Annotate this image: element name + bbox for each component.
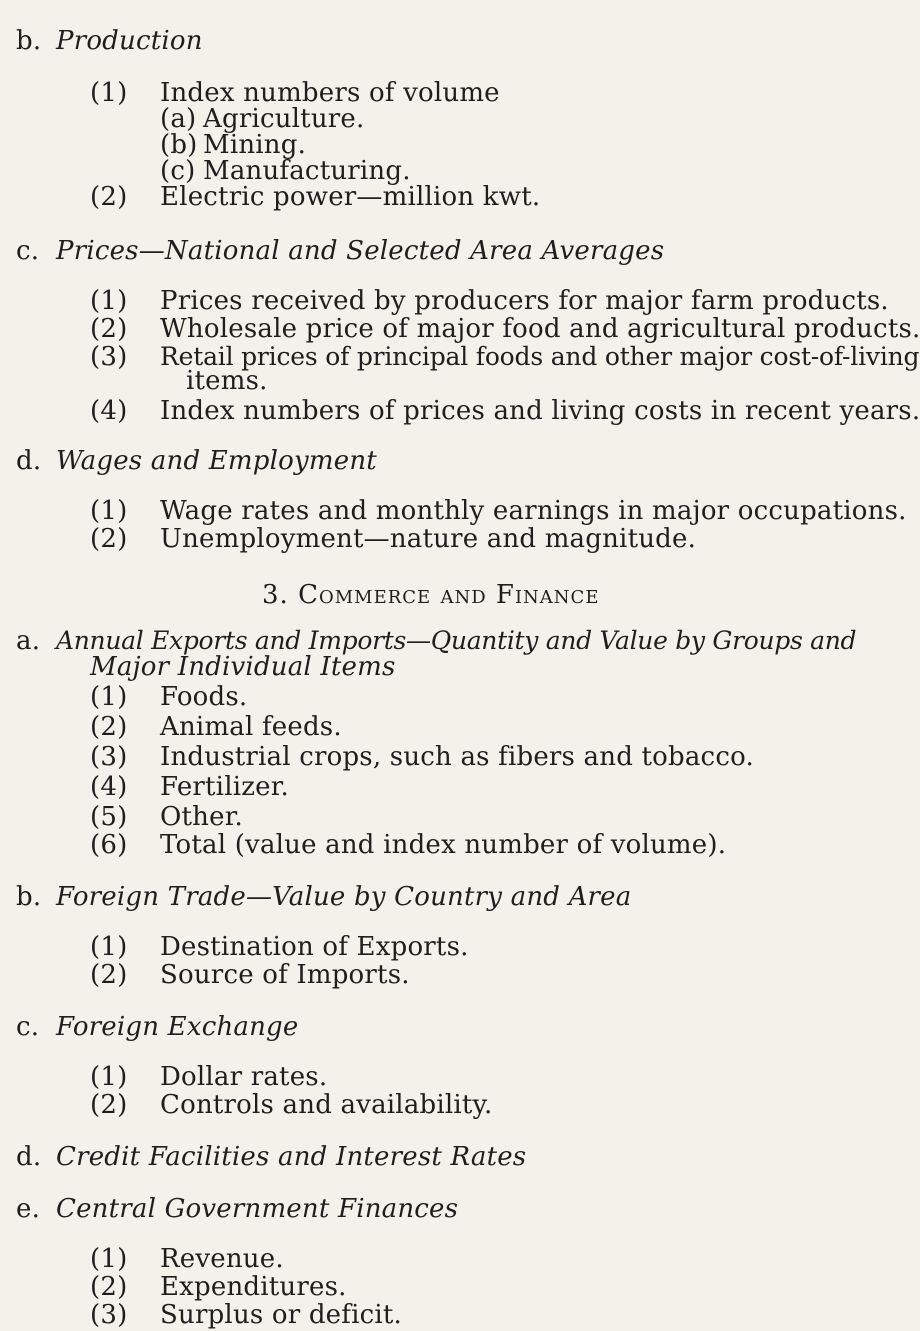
item-text: Dollar rates. (160, 1062, 328, 1092)
item-text: Index numbers of volume (160, 78, 500, 108)
item-number: (1) (90, 1062, 128, 1092)
item-text: Retail prices of principal foods and other major cost-of-living (160, 342, 920, 371)
section-heading-continuation: Major Individual Items (90, 652, 396, 682)
item-text: Animal feeds. (160, 712, 342, 742)
subitem-text: Agriculture. (203, 104, 365, 134)
item-number: (1) (90, 496, 128, 526)
subitem-text: Mining. (203, 130, 307, 160)
item-text: Destination of Exports. (160, 932, 469, 962)
item-text: Index numbers of prices and living costs in recent years. (160, 396, 920, 426)
item-text: Expenditures. (160, 1272, 347, 1302)
section-heading: Annual Exports and Imports—Quantity and Value by Groups and (56, 626, 857, 655)
item-text: Electric power—million kwt. (160, 182, 541, 212)
section-letter: c. (16, 1012, 40, 1042)
section-letter: d. (16, 446, 42, 476)
item-number: (2) (90, 1272, 128, 1302)
item-text: Wage rates and monthly earnings in major occupations. (160, 496, 907, 526)
chapter-heading: 3. Commerce and Finance (262, 580, 600, 610)
section-heading: Credit Facilities and Interest Rates (56, 1142, 527, 1172)
item-number: (1) (90, 286, 128, 316)
item-continuation: items. (186, 366, 268, 396)
item-number: (1) (90, 932, 128, 962)
item-number: (3) (90, 342, 128, 372)
subitem-letter: (b) (160, 130, 198, 160)
item-text: Source of Imports. (160, 960, 410, 990)
item-number: (6) (90, 830, 128, 860)
item-number: (5) (90, 802, 128, 832)
item-number: (2) (90, 712, 128, 742)
subitem-text: Manufacturing. (203, 156, 411, 186)
item-text: Unemployment—nature and magnitude. (160, 524, 697, 554)
item-text: Fertilizer. (160, 772, 289, 802)
item-text: Prices received by producers for major farm products. (160, 286, 889, 316)
section-heading: Central Government Finances (56, 1194, 459, 1224)
item-number: (1) (90, 1244, 128, 1274)
subitem-letter: (c) (160, 156, 196, 186)
item-number: (2) (90, 314, 128, 344)
section-heading: Prices—National and Selected Area Averages (56, 236, 665, 266)
section-letter: a. (16, 626, 41, 656)
section-letter: c. (16, 236, 40, 266)
section-heading: Production (56, 26, 203, 56)
item-text: Other. (160, 802, 243, 832)
item-text: Foods. (160, 682, 248, 712)
item-number: (1) (90, 78, 128, 108)
item-number: (3) (90, 742, 128, 772)
section-heading: Foreign Trade—Value by Country and Area (56, 882, 632, 912)
subitem-letter: (a) (160, 104, 197, 134)
item-number: (4) (90, 396, 128, 426)
item-number: (2) (90, 960, 128, 990)
item-text: Total (value and index number of volume). (160, 830, 727, 860)
item-number: (3) (90, 1300, 128, 1330)
item-number: (2) (90, 524, 128, 554)
section-letter: d. (16, 1142, 42, 1172)
item-text: Wholesale price of major food and agricultural products. (160, 314, 920, 344)
item-number: (2) (90, 182, 128, 212)
section-letter: b. (16, 882, 42, 912)
item-number: (1) (90, 682, 128, 712)
section-letter: e. (16, 1194, 41, 1224)
item-text: Industrial crops, such as fibers and tobacco. (160, 742, 754, 772)
item-number: (2) (90, 1090, 128, 1120)
section-heading: Foreign Exchange (56, 1012, 299, 1042)
item-text: Revenue. (160, 1244, 284, 1274)
item-text: Controls and availability. (160, 1090, 493, 1120)
section-heading: Wages and Employment (56, 446, 377, 476)
item-number: (4) (90, 772, 128, 802)
item-text: Surplus or deficit. (160, 1300, 403, 1330)
section-letter: b. (16, 26, 42, 56)
